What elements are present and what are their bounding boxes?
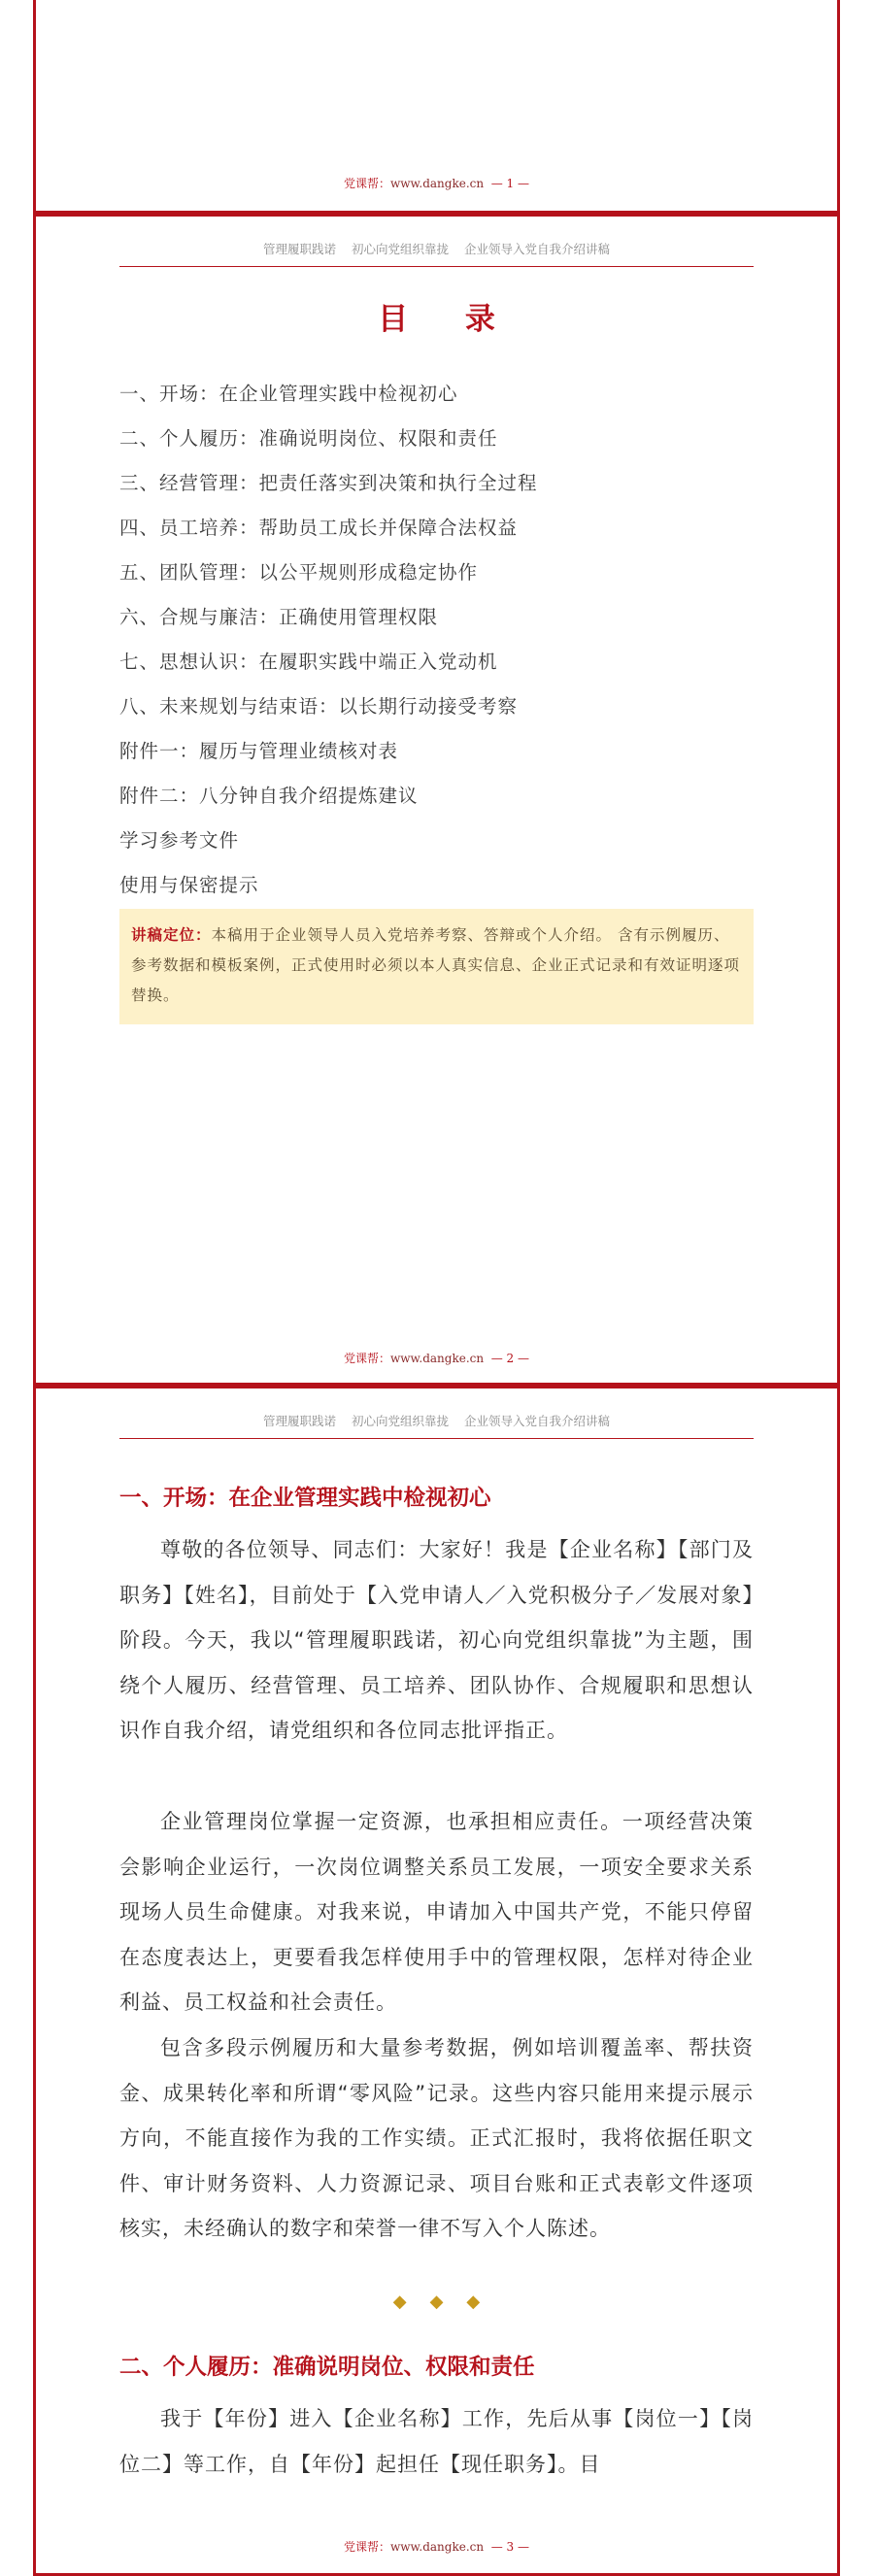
paragraph: 尊敬的各位领导、同志们：大家好！我是【企业名称】【部门及职务】【姓名】，目前处于【入党申请人／入党积极分子／发展对象】阶段。今天，我以“管理履职践诺，初心向党组织靠拢”为主题，围绕个人履历、经营管理、员工培养、团队协作、合规履职和思想认识作自我介绍，请党组织和各位同志批评指正。 <box>119 1538 754 1742</box>
toc-title: 目 录 <box>378 302 519 337</box>
toc-item[interactable]: 使用与保密提示 <box>119 874 259 896</box>
paragraph: 企业管理岗位掌握一定资源，也承担相应责任。一项经营决策会影响企业运行，一次岗位调整关系员工发展，一项安全要求关系现场人员生命健康。对我来说，申请加入中国共产党，不能只停留在态度表达上，更要看我怎样使用手中的管理权限，怎样对待企业利益、员工权益和社会责任。 <box>119 1810 754 2014</box>
toc-item[interactable]: 八、未来规划与结束语：以长期行动接受考察 <box>119 695 519 718</box>
toc-item[interactable]: 附件二：八分钟自我介绍提炼建议 <box>119 785 419 807</box>
toc-item[interactable]: 附件一：履历与管理业绩核对表 <box>119 740 399 762</box>
page-header: 管理履职践诺 初心向党组织靠拢 企业领导入党自我介绍讲稿 <box>119 1412 754 1439</box>
page-3 <box>33 1386 840 2576</box>
notice-lead: 讲稿定位： <box>131 926 212 944</box>
positioning-notice <box>119 909 754 1024</box>
page-header: 管理履职践诺 初心向党组织靠拢 企业领导入党自我介绍讲稿 <box>119 240 754 267</box>
section-heading: 一、开场：在企业管理实践中检视初心 <box>119 1486 491 1511</box>
toc-item[interactable]: 六、合规与廉洁：正确使用管理权限 <box>119 606 439 628</box>
diamond-separator: ◆◆◆ <box>392 2292 504 2312</box>
page-footer: 党课帮：www.dangke.cn — 2 — <box>343 1352 529 1365</box>
page-footer: 党课帮：www.dangke.cn — 3 — <box>343 2540 529 2554</box>
page-2 <box>33 214 840 1386</box>
paragraph: 我于【年份】进入【企业名称】工作，先后从事【岗位一】【岗位二】等工作，自【年份】起担任【现任职务】。目 <box>119 2407 754 2476</box>
page-number: — 1 — <box>490 177 529 190</box>
toc-list <box>119 372 754 908</box>
toc-item[interactable]: 五、团队管理：以公平规则形成稳定协作 <box>119 561 479 584</box>
toc-item[interactable]: 三、经营管理：把责任落实到决策和执行全过程 <box>119 472 538 494</box>
section-heading: 二、个人履历：准确说明岗位、权限和责任 <box>119 2355 535 2380</box>
page-1 <box>33 0 840 214</box>
notice-text: 本稿用于企业领导人员入党培养考察、答辩或个人介绍。 含有示例履历、参考数据和模板案例，正式使用时必须以本人真实信息、企业正式记录和有效证明逐项替换。 <box>131 926 741 1004</box>
toc-item[interactable]: 二、个人履历：准确说明岗位、权限和责任 <box>119 427 498 450</box>
page-number: — 2 — <box>490 1352 529 1365</box>
toc-item[interactable]: 一、开场：在企业管理实践中检视初心 <box>119 383 458 405</box>
toc-item[interactable]: 学习参考文件 <box>119 829 240 852</box>
page-footer: 党课帮：www.dangke.cn — 1 — <box>343 177 529 190</box>
page-number: — 3 — <box>490 2540 529 2554</box>
toc-item[interactable]: 四、员工培养：帮助员工成长并保障合法权益 <box>119 517 519 539</box>
paragraph: 包含多段示例履历和大量参考数据，例如培训覆盖率、帮扶资金、成果转化率和所谓“零风险”记录。这些内容只能用来提示展示方向，不能直接作为我的工作实绩。正式汇报时，我将依据任职文件、审计财务资料、人力资源记录、项目台账和正式表彰文件逐项核实，未经确认的数字和荣誉一律不写入个人陈述。 <box>119 2036 754 2240</box>
toc-item[interactable]: 七、思想认识：在履职实践中端正入党动机 <box>119 651 498 673</box>
